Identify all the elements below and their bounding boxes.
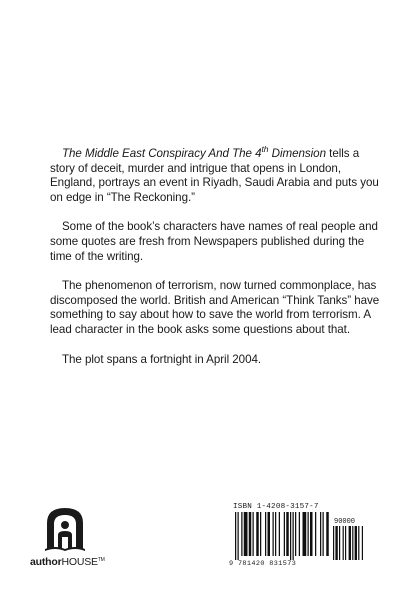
barcode-bar (290, 512, 291, 560)
barcode-bar (310, 512, 313, 556)
addon-bar (358, 526, 359, 560)
barcode-bar (279, 512, 280, 556)
barcode-bar (293, 512, 294, 560)
barcode-bar (249, 512, 252, 556)
barcode-bar (326, 512, 329, 556)
addon-bar (343, 526, 344, 560)
barcode-bar (295, 512, 296, 556)
isbn-barcode (229, 503, 365, 571)
addon-bar (362, 526, 363, 560)
barcode-bar (273, 512, 274, 556)
description-paragraph-1: The Middle East Conspiracy And The 4th Dimension tells a story of deceit, murder and intrigue that opens in London, England, portrays an event in Riyadh, Saudi Arabia and puts you on edge in “The Reckoning.” (50, 144, 379, 204)
addon-bar (352, 526, 353, 560)
barcode-bar (284, 512, 285, 556)
addon-bar (355, 526, 357, 560)
barcode-bar (241, 512, 242, 556)
barcode-bar (275, 512, 276, 556)
description-paragraph-3: The phenomenon of terrorism, now turned commonplace, has discomposed the world. British and American “Think Tanks” have something to say about how to save the world from terrorism. A lead character in the book asks some questions about that. (50, 279, 380, 336)
barcode-bar (299, 512, 300, 556)
addon-bar (333, 526, 334, 560)
addon-bar (335, 526, 337, 560)
barcode-bar (268, 512, 271, 556)
book-description (50, 144, 382, 382)
description-paragraph-4: The plot spans a fortnight in April 2004. (62, 352, 262, 366)
publisher-logo (30, 505, 110, 575)
barcode-bar (315, 512, 316, 556)
addon-bar (349, 526, 351, 560)
barcode-bar (323, 512, 324, 556)
barcode-bar (260, 512, 261, 556)
barcode-bar (303, 512, 307, 556)
barcode-bar (308, 512, 309, 556)
barcode-bar (265, 512, 266, 556)
addon-bar (345, 526, 346, 560)
barcode-bar (256, 512, 259, 556)
barcode-bar (253, 512, 254, 556)
barcode-bar (320, 512, 321, 556)
book-title-italic: The Middle East Conspiracy And The 4th Dimension (62, 144, 326, 160)
barcode-bar (244, 512, 248, 556)
addon-bar (339, 526, 340, 560)
ean-digits: 9 781420 831573 (229, 560, 297, 568)
price-code: 90000 (334, 518, 356, 526)
publisher-name: authorHOUSE™ (30, 556, 105, 568)
authorhouse-book-arch-icon (43, 505, 87, 551)
barcode-bar (238, 512, 239, 560)
barcode-bar (286, 512, 289, 556)
isbn-label: ISBN 1-4208-3157-7 (233, 503, 319, 511)
barcode-bar (235, 512, 236, 560)
description-paragraph-2: Some of the book’s characters have names of real people and some quotes are fresh from Newspapers published during the time of the writing. (50, 220, 378, 263)
